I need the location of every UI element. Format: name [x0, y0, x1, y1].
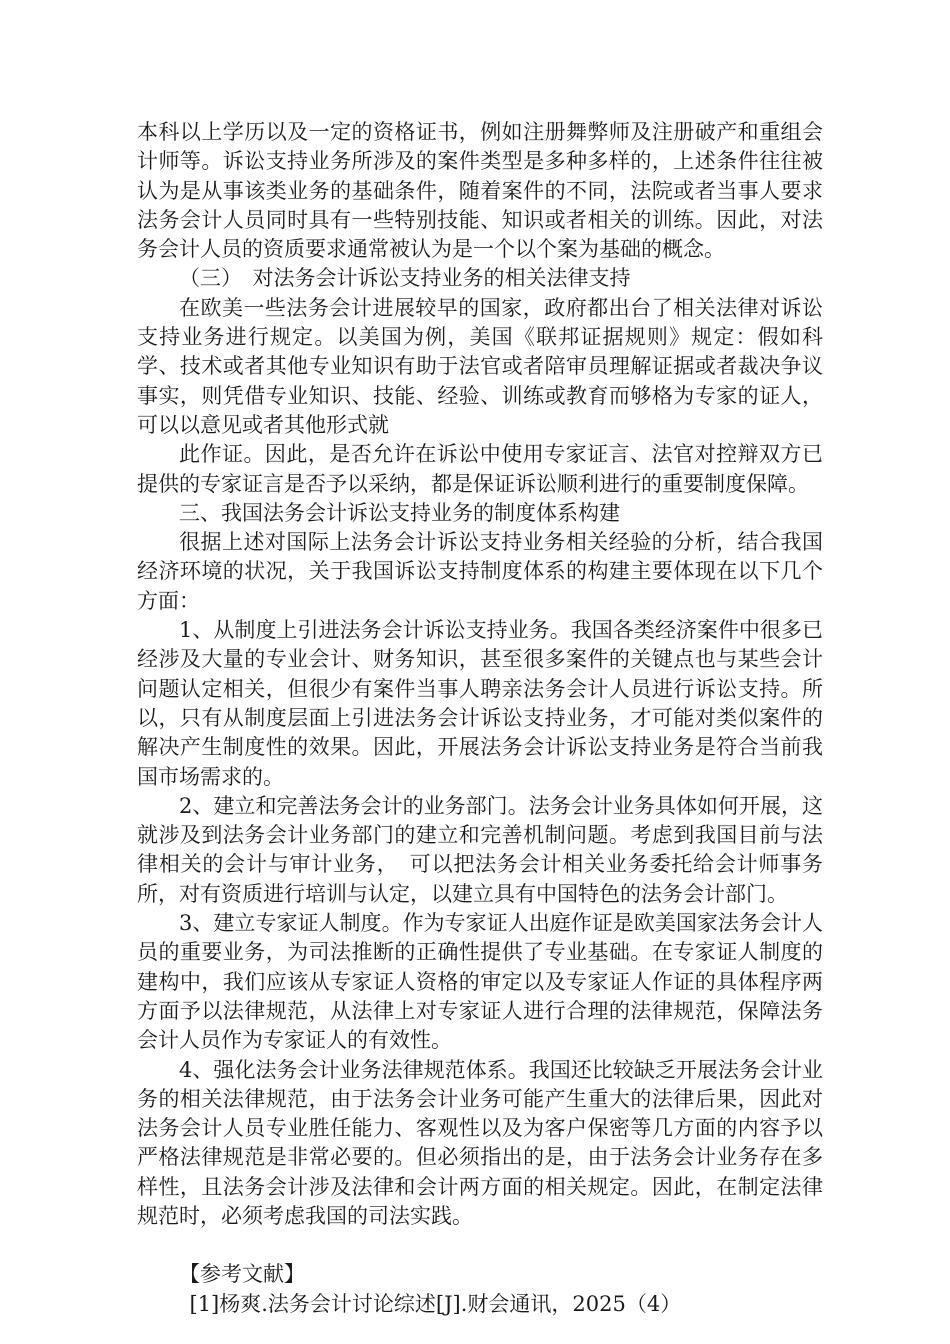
- paragraph: 此作证。因此，是否允许在诉讼中使用专家证言、法官对控辩双方已提供的专家证言是否予以采纳，都是保证诉讼顺利进行的重要制度保障。: [137, 442, 823, 496]
- spacer: [137, 1231, 823, 1260]
- body-text: [137, 118, 823, 1231]
- paragraph: 本科以上学历以及一定的资格证书，例如注册舞弊师及注册破产和重组会计师等。诉讼支持业务所涉及的案件类型是多种多样的，上述条件往往被认为是从事该类业务的基础条件，随着案件的不同，法院或者当事人要求法务会计人员同时具有一些特别技能、知识或者相关的训练。因此，对法务会计人员的资质要求通常被认为是一个以个案为基础的概念。: [137, 120, 823, 262]
- list-item: 1、从制度上引进法务会计诉讼支持业务。我国各类经济案件中很多已经涉及大量的专业会计、财务知识，甚至很多案件的关键点也与某些会计问题认定相关，但很少有案件当事人聘亲法务会计人员进行诉讼支持。所以，只有从制度层面上引进法务会计诉讼支持业务，才可能对类似案件的解决产生制度性的效果。因此，开展法务会计诉讼支持业务是符合当前我国市场需求的。: [137, 618, 823, 789]
- section-heading-system-construction: 三、我国法务会计诉讼支持业务的制度体系构建: [179, 500, 620, 525]
- list-item: 4、强化法务会计业务法律规范体系。我国还比较缺乏开展法务会计业务的相关法律规范，由于法务会计业务可能产生重大的法律后果，因此对法务会计人员专业胜任能力、客观性以及为客户保密等几方面的内容予以严格法律规范是非常必要的。但必须指出的是，由于法务会计业务存在多样性，且法务会计涉及法律和会计两方面的相关规定。因此，在制定法律规范时，必须考虑我国的司法实践。: [137, 1057, 823, 1228]
- reference-item: [1]杨爽.法务会计讨论综述[J].财会通讯，2025（4）: [189, 1291, 682, 1316]
- paragraph: 很据上述对国际上法务会计诉讼支持业务相关经验的分析，结合我国经济环境的状况，关于我国诉讼支持制度体系的构建主要体现在以下几个方面：: [137, 530, 823, 613]
- paragraph: 在欧美一些法务会计进展较早的国家，政府都出台了相关法律对诉讼支持业务进行规定。以美国为例，美国《联邦证据规则》规定：假如科学、技术或者其他专业知识有助于法官或者陪审员理解证据或者裁决争议事实，则凭借专业知识、技能、经验、训练或教育而够格为专家的证人，可以以意见或者其他形式就: [137, 295, 823, 437]
- references-section: [137, 1260, 823, 1319]
- list-item: 2、建立和完善法务会计的业务部门。法务会计业务具体如何开展，这就涉及到法务会计业务部门的建立和完善机制问题。考虑到我国目前与法律相关的会计与审计业务， 可以把法务会计相关业务委托给会计师事务所，对有资质进行培训与认定，以建立具有中国特色的法务会计部门。: [137, 793, 823, 906]
- references-heading: 【参考文献】: [179, 1262, 305, 1287]
- document-page: [137, 118, 823, 1319]
- section-heading-legal-support: （三） 对法务会计诉讼支持业务的相关法律支持: [179, 266, 631, 291]
- list-item: 3、建立专家证人制度。作为专家证人出庭作证是欧美国家法务会计人员的重要业务，为司法推断的正确性提供了专业基础。在专家证人制度的建构中，我们应该从专家证人资格的审定以及专家证人作证的具体程序两方面予以法律规范，从法律上对专家证人进行合理的法律规范，保障法务会计人员作为专家证人的有效性。: [137, 911, 823, 1053]
